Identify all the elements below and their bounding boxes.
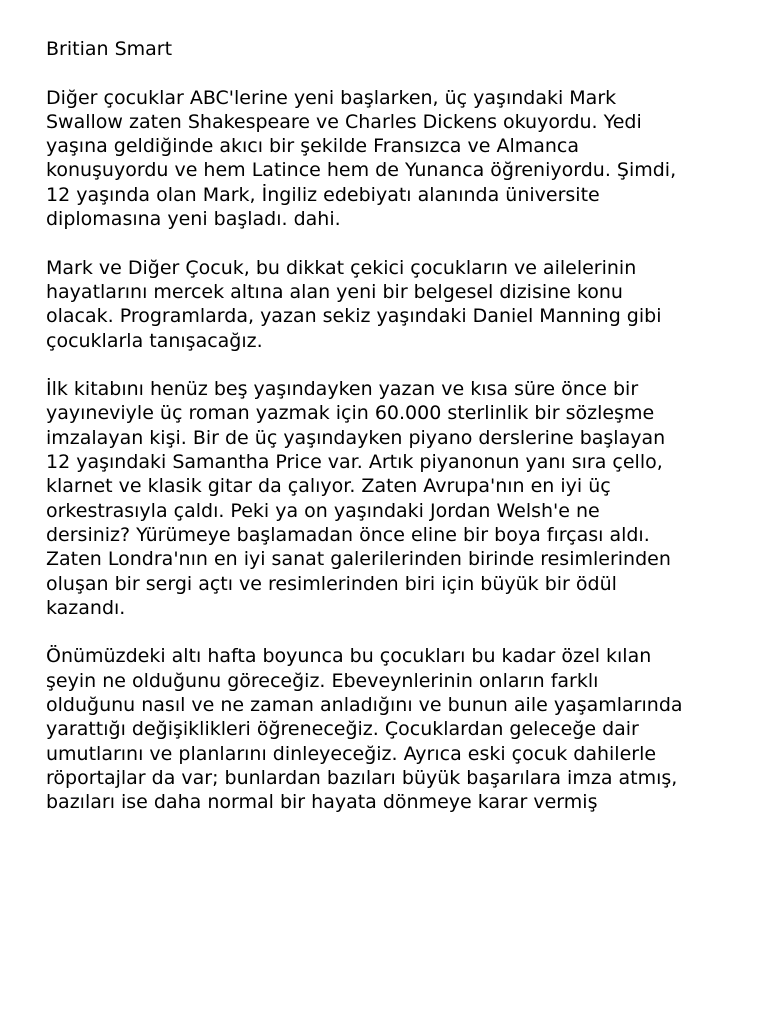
paragraph-line: hayatlarını mercek altına alan yeni bir belgesel dizisine konu [46, 280, 623, 303]
document-title: Britian Smart [46, 38, 173, 60]
paragraph-line: bazıları ise daha normal bir hayata dönmeye karar vermiş [46, 791, 598, 814]
paragraph-line: dersiniz? Yürümeye başlamadan önce eline bir boya fırçası aldı. [46, 523, 650, 546]
paragraph [46, 256, 728, 353]
paragraph-line: Mark ve Diğer Çocuk, bu dikkat çekici çocukların ve ailelerinin [46, 256, 637, 279]
paragraph-line: Zaten Londra'nın en iyi sanat galerilerinden birinde resimlerinden [46, 548, 671, 571]
paragraph-line: röportajlar da var; bunlardan bazıları büyük başarılara imza atmış, [46, 766, 678, 789]
paragraph-line: olduğunu nasıl ve ne zaman anladığını ve bunun aile yaşamlarında [46, 694, 683, 717]
paragraph-line: Swallow zaten Shakespeare ve Charles Dickens okuyordu. Yedi [46, 110, 642, 133]
paragraph-line: klarnet ve klasik gitar da çalıyor. Zaten Avrupa'nın en iyi üç [46, 475, 611, 498]
paragraph-line: çocuklarla tanışacağız. [46, 329, 263, 352]
document-body [46, 86, 728, 815]
paragraph [46, 644, 728, 814]
paragraph-line: konuşuyordu ve hem Latince hem de Yunanca öğreniyordu. Şimdi, [46, 159, 677, 182]
paragraph [46, 377, 728, 620]
paragraph-line: kazandı. [46, 596, 126, 619]
paragraph-line: yayıneviyle üç roman yazmak için 60.000 sterlinlik bir sözleşme [46, 402, 655, 425]
paragraph-line: umutlarını ve planlarını dinleyeceğiz. Ayrıca eski çocuk dahilerle [46, 742, 657, 765]
paragraph-line: yaşına geldiğinde akıcı bir şekilde Fransızca ve Almanca [46, 135, 580, 158]
paragraph-line: oluşan bir sergi açtı ve resimlerinden biri için büyük bir ödül [46, 572, 617, 595]
paragraph-line: 12 yaşındaki Samantha Price var. Artık piyanonun yanı sıra çello, [46, 451, 663, 474]
paragraph-line: İlk kitabını henüz beş yaşındayken yazan ve kısa süre önce bir [46, 378, 639, 401]
paragraph-line: yarattığı değişiklikleri öğreneceğiz. Çocuklardan geleceğe dair [46, 718, 639, 741]
paragraph-line: şeyin ne olduğunu göreceğiz. Ebeveynlerinin onların farklı [46, 669, 599, 692]
paragraph-line: 12 yaşında olan Mark, İngiliz edebiyatı alanında üniversite [46, 183, 600, 206]
paragraph-line: olacak. Programlarda, yazan sekiz yaşındaki Daniel Manning gibi [46, 305, 662, 328]
paragraph-line: diplomasına yeni başladı. dahi. [46, 208, 341, 231]
paragraph-line: Önümüzdeki altı hafta boyunca bu çocukları bu kadar özel kılan [46, 645, 652, 668]
paragraph-line: orkestrasıyla çaldı. Peki ya on yaşındaki Jordan Welsh'e ne [46, 499, 600, 522]
paragraph-line: Diğer çocuklar ABC'lerine yeni başlarken, üç yaşındaki Mark [46, 86, 617, 109]
paragraph [46, 86, 728, 232]
paragraph-line: imzalayan kişi. Bir de üç yaşındayken piyano derslerine başlayan [46, 426, 666, 449]
